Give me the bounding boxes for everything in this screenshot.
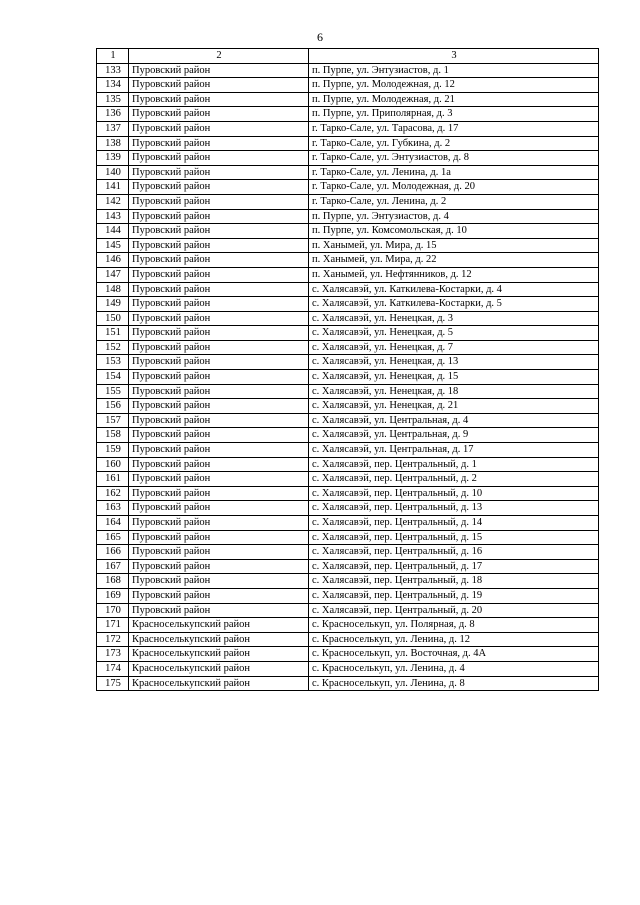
district-name: Красноселькупский район xyxy=(129,618,309,633)
district-name: Пуровский район xyxy=(129,297,309,312)
district-name: Пуровский район xyxy=(129,457,309,472)
column-header-3: 3 xyxy=(309,49,599,64)
address: г. Тарко-Сале, ул. Ленина, д. 2 xyxy=(309,194,599,209)
row-number: 174 xyxy=(97,661,129,676)
row-number: 163 xyxy=(97,501,129,516)
table-row xyxy=(97,486,599,501)
table-row xyxy=(97,253,599,268)
row-number: 143 xyxy=(97,209,129,224)
address: с. Халясавэй, ул. Центральная, д. 17 xyxy=(309,443,599,458)
address: г. Тарко-Сале, ул. Молодежная, д. 20 xyxy=(309,180,599,195)
district-name: Пуровский район xyxy=(129,282,309,297)
table-body xyxy=(97,63,599,691)
table-row xyxy=(97,501,599,516)
address: с. Халясавэй, пер. Центральный, д. 14 xyxy=(309,516,599,531)
table-row xyxy=(97,121,599,136)
address: п. Пурпе, ул. Энтузиастов, д. 4 xyxy=(309,209,599,224)
district-name: Пуровский район xyxy=(129,165,309,180)
address: с. Халясавэй, пер. Центральный, д. 10 xyxy=(309,486,599,501)
table-row xyxy=(97,530,599,545)
address: г. Тарко-Сале, ул. Тарасова, д. 17 xyxy=(309,121,599,136)
address: с. Красноселькуп, ул. Ленина, д. 8 xyxy=(309,676,599,691)
table-row xyxy=(97,472,599,487)
table-row xyxy=(97,676,599,691)
table-row xyxy=(97,209,599,224)
district-name: Пуровский район xyxy=(129,574,309,589)
table-row xyxy=(97,647,599,662)
table-row xyxy=(97,224,599,239)
district-name: Пуровский район xyxy=(129,486,309,501)
address: п. Ханымей, ул. Мира, д. 22 xyxy=(309,253,599,268)
table-row xyxy=(97,180,599,195)
table-row xyxy=(97,282,599,297)
address: с. Халясавэй, ул. Ненецкая, д. 18 xyxy=(309,384,599,399)
table-row xyxy=(97,516,599,531)
table-row xyxy=(97,559,599,574)
row-number: 158 xyxy=(97,428,129,443)
row-number: 172 xyxy=(97,632,129,647)
table-row xyxy=(97,78,599,93)
row-number: 139 xyxy=(97,151,129,166)
table-row xyxy=(97,632,599,647)
district-name: Пуровский район xyxy=(129,180,309,195)
row-number: 171 xyxy=(97,618,129,633)
table-row xyxy=(97,384,599,399)
column-header-1: 1 xyxy=(97,49,129,64)
address: с. Красноселькуп, ул. Ленина, д. 12 xyxy=(309,632,599,647)
row-number: 155 xyxy=(97,384,129,399)
district-name: Пуровский район xyxy=(129,253,309,268)
row-number: 167 xyxy=(97,559,129,574)
district-name: Пуровский район xyxy=(129,340,309,355)
row-number: 137 xyxy=(97,121,129,136)
table-row xyxy=(97,165,599,180)
row-number: 151 xyxy=(97,326,129,341)
district-name: Пуровский район xyxy=(129,326,309,341)
district-name: Пуровский район xyxy=(129,92,309,107)
table-row xyxy=(97,588,599,603)
address: с. Халясавэй, пер. Центральный, д. 17 xyxy=(309,559,599,574)
address: с. Красноселькуп, ул. Полярная, д. 8 xyxy=(309,618,599,633)
row-number: 148 xyxy=(97,282,129,297)
district-name: Пуровский район xyxy=(129,443,309,458)
row-number: 152 xyxy=(97,340,129,355)
district-name: Пуровский район xyxy=(129,399,309,414)
district-name: Пуровский район xyxy=(129,603,309,618)
table-row xyxy=(97,574,599,589)
row-number: 149 xyxy=(97,297,129,312)
row-number: 147 xyxy=(97,267,129,282)
address: с. Халясавэй, пер. Центральный, д. 18 xyxy=(309,574,599,589)
row-number: 160 xyxy=(97,457,129,472)
row-number: 134 xyxy=(97,78,129,93)
row-number: 170 xyxy=(97,603,129,618)
district-name: Пуровский район xyxy=(129,516,309,531)
address: с. Халясавэй, ул. Центральная, д. 9 xyxy=(309,428,599,443)
table-row xyxy=(97,370,599,385)
row-number: 165 xyxy=(97,530,129,545)
row-number: 136 xyxy=(97,107,129,122)
district-name: Пуровский район xyxy=(129,530,309,545)
district-name: Красноселькупский район xyxy=(129,676,309,691)
row-number: 146 xyxy=(97,253,129,268)
address: п. Пурпе, ул. Молодежная, д. 21 xyxy=(309,92,599,107)
table-row xyxy=(97,618,599,633)
row-number: 164 xyxy=(97,516,129,531)
column-header-2: 2 xyxy=(129,49,309,64)
table-row xyxy=(97,443,599,458)
address: п. Ханымей, ул. Мира, д. 15 xyxy=(309,238,599,253)
district-name: Красноселькупский район xyxy=(129,632,309,647)
address: п. Пурпе, ул. Комсомольская, д. 10 xyxy=(309,224,599,239)
address: с. Халясавэй, ул. Ненецкая, д. 15 xyxy=(309,370,599,385)
address: п. Пурпе, ул. Энтузиастов, д. 1 xyxy=(309,63,599,78)
address: с. Халясавэй, пер. Центральный, д. 15 xyxy=(309,530,599,545)
table-row xyxy=(97,457,599,472)
address: г. Тарко-Сале, ул. Губкина, д. 2 xyxy=(309,136,599,151)
address: с. Халясавэй, пер. Центральный, д. 2 xyxy=(309,472,599,487)
district-name: Пуровский район xyxy=(129,121,309,136)
row-number: 162 xyxy=(97,486,129,501)
address-table xyxy=(96,48,599,691)
table-row xyxy=(97,107,599,122)
address: п. Ханымей, ул. Нефтянников, д. 12 xyxy=(309,267,599,282)
district-name: Пуровский район xyxy=(129,63,309,78)
table-row xyxy=(97,92,599,107)
district-name: Пуровский район xyxy=(129,238,309,253)
table-row xyxy=(97,267,599,282)
row-number: 135 xyxy=(97,92,129,107)
row-number: 138 xyxy=(97,136,129,151)
district-name: Пуровский район xyxy=(129,311,309,326)
row-number: 168 xyxy=(97,574,129,589)
address: с. Халясавэй, пер. Центральный, д. 1 xyxy=(309,457,599,472)
table-row xyxy=(97,340,599,355)
address: с. Халясавэй, ул. Ненецкая, д. 3 xyxy=(309,311,599,326)
row-number: 141 xyxy=(97,180,129,195)
address: с. Халясавэй, ул. Ненецкая, д. 5 xyxy=(309,326,599,341)
address: с. Халясавэй, ул. Каткилева-Костарки, д. 4 xyxy=(309,282,599,297)
row-number: 166 xyxy=(97,545,129,560)
row-number: 145 xyxy=(97,238,129,253)
district-name: Пуровский район xyxy=(129,428,309,443)
district-name: Пуровский район xyxy=(129,501,309,516)
table-header-row xyxy=(97,49,599,64)
page-number: 6 xyxy=(317,30,323,44)
district-name: Пуровский район xyxy=(129,136,309,151)
row-number: 142 xyxy=(97,194,129,209)
table-row xyxy=(97,428,599,443)
address: г. Тарко-Сале, ул. Энтузиастов, д. 8 xyxy=(309,151,599,166)
address: с. Красноселькуп, ул. Ленина, д. 4 xyxy=(309,661,599,676)
address: п. Пурпе, ул. Приполярная, д. 3 xyxy=(309,107,599,122)
table-row xyxy=(97,545,599,560)
district-name: Пуровский район xyxy=(129,107,309,122)
row-number: 159 xyxy=(97,443,129,458)
address: с. Халясавэй, пер. Центральный, д. 16 xyxy=(309,545,599,560)
district-name: Пуровский район xyxy=(129,151,309,166)
row-number: 154 xyxy=(97,370,129,385)
table-row xyxy=(97,297,599,312)
row-number: 157 xyxy=(97,413,129,428)
table-row xyxy=(97,311,599,326)
table-row xyxy=(97,355,599,370)
district-name: Пуровский район xyxy=(129,588,309,603)
address: г. Тарко-Сале, ул. Ленина, д. 1а xyxy=(309,165,599,180)
address: с. Халясавэй, ул. Ненецкая, д. 21 xyxy=(309,399,599,414)
table-row xyxy=(97,151,599,166)
address: с. Халясавэй, ул. Центральная, д. 4 xyxy=(309,413,599,428)
address: с. Халясавэй, ул. Ненецкая, д. 7 xyxy=(309,340,599,355)
table-row xyxy=(97,63,599,78)
district-name: Пуровский район xyxy=(129,194,309,209)
table-row xyxy=(97,399,599,414)
district-name: Пуровский район xyxy=(129,224,309,239)
row-number: 169 xyxy=(97,588,129,603)
district-name: Пуровский район xyxy=(129,472,309,487)
address: п. Пурпе, ул. Молодежная, д. 12 xyxy=(309,78,599,93)
district-name: Пуровский район xyxy=(129,559,309,574)
table-row xyxy=(97,603,599,618)
address: с. Халясавэй, пер. Центральный, д. 13 xyxy=(309,501,599,516)
row-number: 144 xyxy=(97,224,129,239)
district-name: Пуровский район xyxy=(129,545,309,560)
address: с. Халясавэй, пер. Центральный, д. 20 xyxy=(309,603,599,618)
address: с. Халясавэй, ул. Ненецкая, д. 13 xyxy=(309,355,599,370)
row-number: 161 xyxy=(97,472,129,487)
district-name: Пуровский район xyxy=(129,267,309,282)
row-number: 133 xyxy=(97,63,129,78)
table-row xyxy=(97,238,599,253)
district-name: Пуровский район xyxy=(129,355,309,370)
table-row xyxy=(97,194,599,209)
district-name: Пуровский район xyxy=(129,384,309,399)
address: с. Красноселькуп, ул. Восточная, д. 4А xyxy=(309,647,599,662)
table-row xyxy=(97,661,599,676)
district-name: Пуровский район xyxy=(129,370,309,385)
district-name: Красноселькупский район xyxy=(129,661,309,676)
row-number: 140 xyxy=(97,165,129,180)
district-name: Пуровский район xyxy=(129,209,309,224)
address: с. Халясавэй, пер. Центральный, д. 19 xyxy=(309,588,599,603)
row-number: 156 xyxy=(97,399,129,414)
district-name: Красноселькупский район xyxy=(129,647,309,662)
district-name: Пуровский район xyxy=(129,78,309,93)
row-number: 150 xyxy=(97,311,129,326)
row-number: 175 xyxy=(97,676,129,691)
row-number: 153 xyxy=(97,355,129,370)
table-row xyxy=(97,136,599,151)
row-number: 173 xyxy=(97,647,129,662)
address: с. Халясавэй, ул. Каткилева-Костарки, д. 5 xyxy=(309,297,599,312)
district-name: Пуровский район xyxy=(129,413,309,428)
table-row xyxy=(97,326,599,341)
table-row xyxy=(97,413,599,428)
